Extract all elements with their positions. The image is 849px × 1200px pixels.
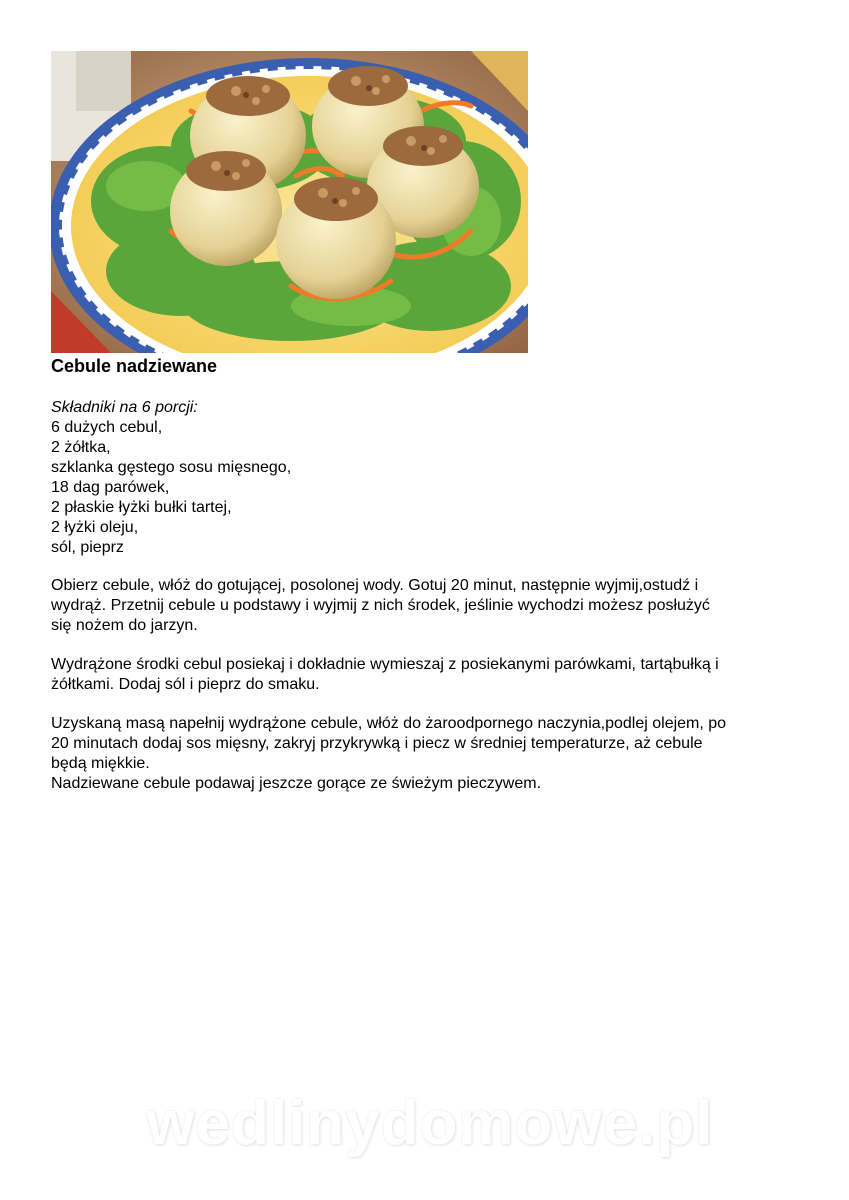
paragraph-line: będą miękkie. [51, 755, 150, 772]
recipe-title: Cebule nadziewane [51, 356, 218, 376]
stuffed-onions-image [51, 51, 528, 353]
paragraph-line: wydrąż. Przetnij cebule u podstawy i wyjmij z nich środek, jeślinie wychodzi możesz posłużyć [51, 597, 710, 614]
instruction-paragraph [51, 714, 796, 774]
paragraph-line: się nożem do jarzyn. [51, 617, 198, 634]
instruction-paragraph [51, 655, 796, 695]
ingredient-item: sól, pieprz [51, 539, 124, 556]
ingredient-item: 18 dag parówek, [51, 479, 170, 496]
recipe-photo [51, 51, 528, 353]
site-watermark: wedlinydomowe.pl [146, 1089, 714, 1158]
ingredient-item: 2 żółtka, [51, 439, 111, 456]
ingredient-item: 6 dużych cebul, [51, 419, 163, 436]
paragraph-line: Uzyskaną masą napełnij wydrążone cebule, włóż do żaroodpornego naczynia,podlej olejem, po [51, 715, 727, 732]
instruction-paragraph [51, 774, 796, 794]
paragraph-line: żółtkami. Dodaj sól i pieprz do smaku. [51, 676, 320, 693]
paragraph-line: Obierz cebule, włóż do gotującej, posolonej wody. Gotuj 20 minut, następnie wyjmij,ostudź i [51, 577, 699, 594]
paragraph-line: Nadziewane cebule podawaj jeszcze gorące ze świeżym pieczywem. [51, 775, 542, 792]
paragraph-line: 20 minutach dodaj sos mięsny, zakryj przykrywką i piecz w średniej temperaturze, aż cebule [51, 735, 703, 752]
ingredients-heading: Składniki na 6 porcji: [51, 399, 198, 416]
ingredients-section [51, 398, 291, 558]
ingredient-item: szklanka gęstego sosu mięsnego, [51, 459, 292, 476]
ingredient-item: 2 płaskie łyżki bułki tartej, [51, 499, 232, 516]
ingredient-item: 2 łyżki oleju, [51, 519, 139, 536]
paragraph-line: Wydrążone środki cebul posiekaj i dokładnie wymieszaj z posiekanymi parówkami, tartąbułką i [51, 656, 719, 673]
instruction-paragraph [51, 576, 796, 636]
